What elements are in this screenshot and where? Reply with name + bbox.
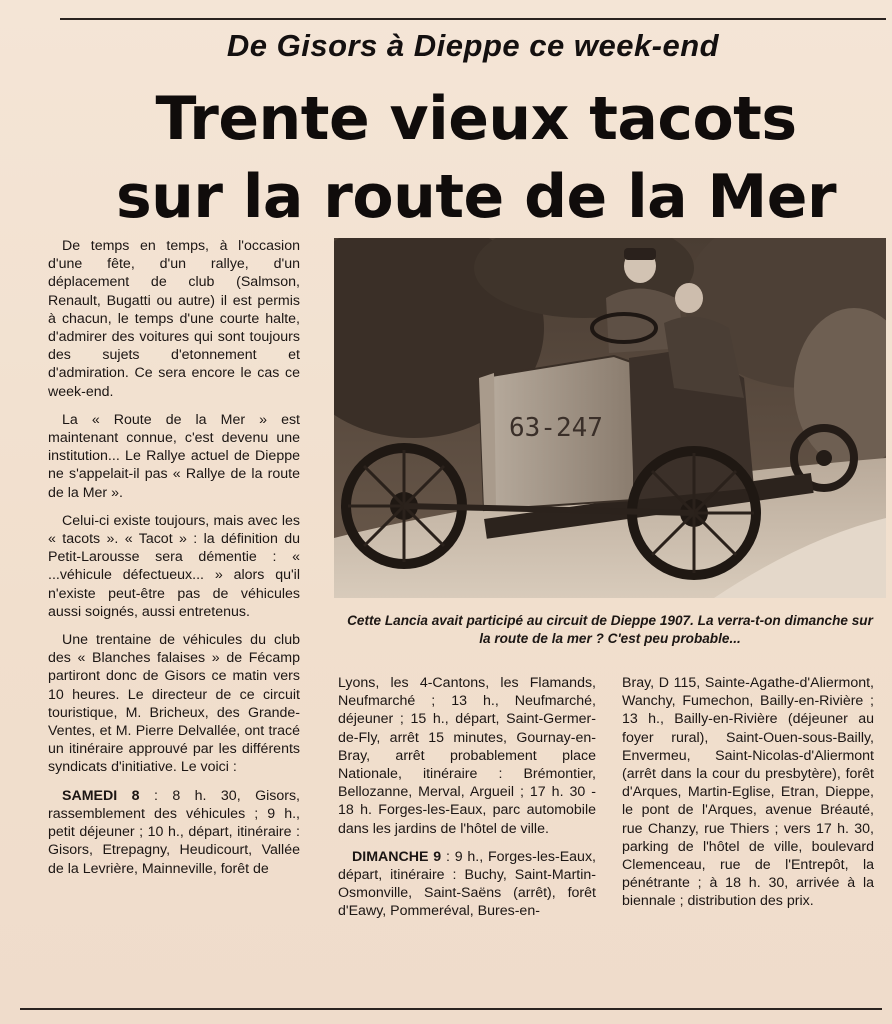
photo-caption: Cette Lancia avait participé au circuit de Dieppe 1907. La verra-t-on dimanche sur la route de la mer ? C'est peu probable... — [347, 613, 873, 646]
headline — [66, 80, 886, 236]
paragraph-itinerary-saturday: Lyons, les 4-Cantons, les Flamands, Neufmarché ; 13 h., Neufmarché, déjeuner ; 15 h., départ, Saint-Germer-de-Fly, arrêt 15 minutes, Gournay-en-Bray, arrêt probablement place Nationale, itinéraire : Brémontier, Bellozanne, Merval, Argueil ; 17 h. 30 - 18 h. Forges-les-Eaux, parc automobile dans les jardins de l'hôtel de ville. — [338, 675, 596, 837]
bottom-rule — [20, 1008, 882, 1010]
samedi-label: SAMEDI 8 — [62, 787, 140, 804]
top-rule — [60, 18, 886, 20]
paragraph-itinerary-sunday: Bray, D 115, Sainte-Agathe-d'Aliermont, Wanchy, Fumechon, Bailly-en-Rivière ; 13 h., Bailly-en-Rivière (déjeuner au foyer rural), Saint-Ouen-sous-Bailly, Envermeu, Saint-Nicolas-d'Aliermont (arrêt dans la cour du presbytère), forêt d'Arques, Martin-Eglise, Etran, Dieppe, le pont de l'Arques, avenue Bréauté, rue Chanzy, rue Thiers ; vers 17 h. 30, parking de l'hôtel de ville, boulevard Clemenceau, rue de l'Entrepôt, la pénétrante ; à 18 h. 30, arrivée à la biennale ; distribution des prix. — [622, 675, 874, 910]
headline-line-2: sur la route de la Mer — [115, 162, 837, 232]
kicker: De Gisors à Dieppe ce week-end — [226, 28, 720, 63]
car-photo — [334, 238, 886, 598]
column-3 — [622, 674, 874, 921]
dimanche-text: : 9 h., Forges-les-Eaux, départ, itinéraire : Buchy, Saint-Martin-Osmonville, Saint-Saëns (arrêt), forêt d'Eawy, Pommeréval, Bures-en- — [338, 848, 596, 920]
samedi-text: : 8 h. 30, Gisors, rassemblement des véhicules ; 9 h., petit déjeuner ; 10 h., départ, itinéraire : Gisors, Etrepagny, Heudicourt, Vallée de la Levrière, Mainneville, forêt de — [48, 787, 301, 877]
paragraph-samedi — [48, 787, 300, 878]
column-1 — [48, 237, 300, 888]
column-2 — [338, 674, 596, 931]
headline-line-1: Trente vieux tacots — [155, 84, 797, 154]
paragraph-route: La « Route de la Mer » est maintenant connue, c'est devenu une institution... Le Rallye actuel de Dieppe ne s'appelait-il pas « Rallye de la route de la Mer ». — [48, 411, 300, 501]
paragraph-club: Une trentaine de véhicules du club des « Blanches falaises » de Fécamp partiront donc de Gisors ce matin vers 10 heures. Le directeur de ce circuit touristique, M. Bricheux, des Grande-Ventes, et M. Pierre Delvallée, ont tracé un itinéraire approuvé par les différents syndicats d'initiative. Le voici : — [48, 632, 300, 776]
paragraph-intro: De temps en temps, à l'occasion d'une fête, d'un rallye, d'un déplacement de club (Salmson, Renault, Bugatti ou autre) il est permis à chacun, le temps d'une courte halte, d'admirer des voitures qui sont toujours des sujets d'etonnement et d'admiration. Ce sera encore le cas ce week-end. — [48, 238, 300, 400]
paragraph-tacot: Celui-ci existe toujours, mais avec les « tacots ». « Tacot » : la définition du Petit-Larousse sera démentie : « ...véhicule défectueux... » alors qu'il n'existe peut-être pas de véhicules aussi soignés, aussi entretenus. — [48, 512, 300, 620]
dimanche-label: DIMANCHE 9 — [352, 848, 442, 865]
license-plate: 63-247 — [509, 413, 603, 443]
lancia-car-photo — [334, 238, 886, 598]
paragraph-dimanche — [338, 848, 596, 921]
